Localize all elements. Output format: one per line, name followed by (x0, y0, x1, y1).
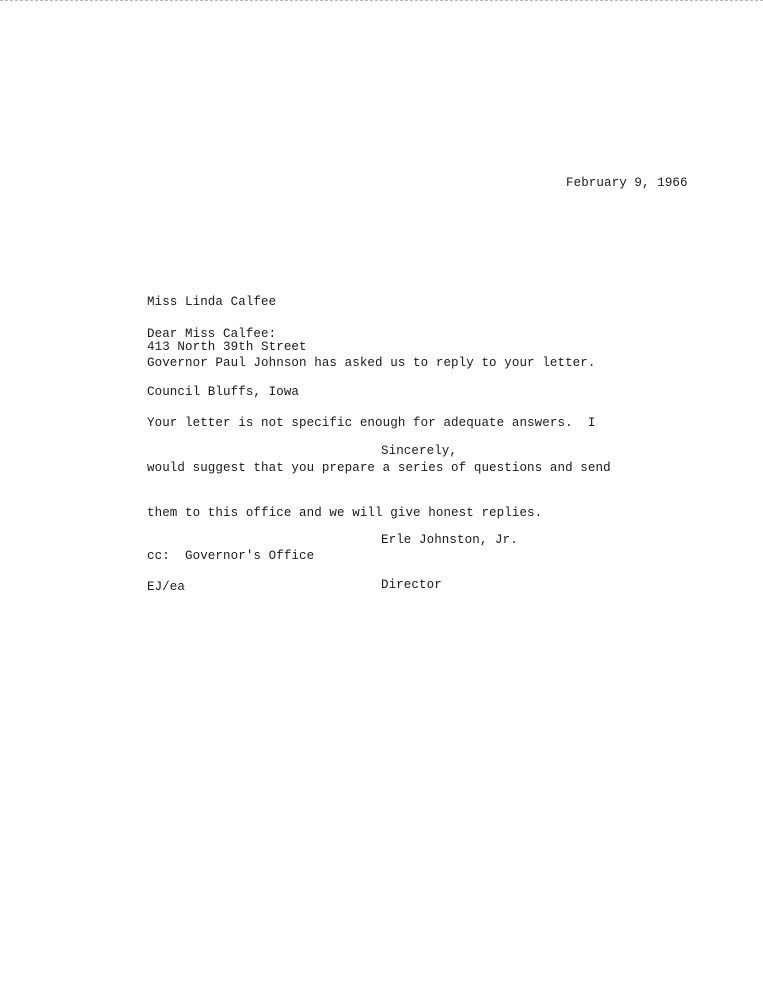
typist-initials: EJ/ea (147, 580, 186, 594)
body-paragraph-2 (147, 386, 611, 551)
recipient-street: 413 North 39th Street (147, 340, 307, 354)
letter-date: February 9, 1966 (566, 176, 688, 190)
cc-line: cc: Governor's Office (147, 549, 315, 563)
closing: Sincerely, (381, 444, 458, 458)
body-paragraph-1: Governor Paul Johnson has asked us to reply to your letter. (147, 356, 596, 370)
signer-title: Director (381, 578, 442, 592)
signer-name: Erle Johnston, Jr. (381, 533, 518, 547)
recipient-city: Council Bluffs, Iowa (147, 385, 300, 399)
body-paragraph-2-line: Your letter is not specific enough for adequate answers. I (147, 416, 596, 430)
body-paragraph-2-line: them to this office and we will give honest replies. (147, 506, 543, 520)
body-paragraph-2-line: would suggest that you prepare a series of questions and send (147, 461, 611, 475)
salutation: Dear Miss Calfee: (147, 327, 277, 341)
recipient-name: Miss Linda Calfee (147, 295, 277, 309)
signature-block (381, 503, 518, 623)
